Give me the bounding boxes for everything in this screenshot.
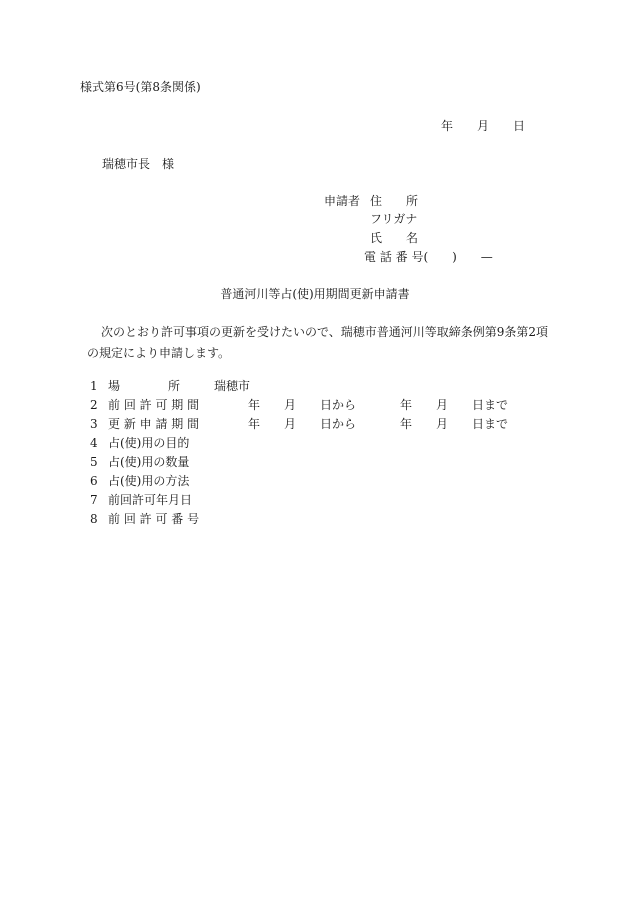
item-number: 5 xyxy=(90,455,98,469)
document-title: 普通河川等占(使)用期間更新申請書 xyxy=(220,287,410,301)
period-to-year: 年 xyxy=(400,398,413,412)
item-label: 場 所 xyxy=(108,379,181,393)
applicant-address-label: 住 所 xyxy=(370,194,419,208)
item-number: 2 xyxy=(90,398,98,412)
date-day-label: 日 xyxy=(513,119,526,133)
period-from-month: 月 xyxy=(284,398,297,412)
applicant-label: 申請者 xyxy=(324,194,361,208)
period-to-month: 月 xyxy=(436,417,449,431)
item-number: 6 xyxy=(90,474,98,488)
item-label: 前回許可年月日 xyxy=(108,493,193,507)
body-text: 次のとおり許可事項の更新を受けたいので、瑞穂市普通河川等取締条例第9条第2項の規定により申請します。 xyxy=(87,325,549,360)
period-to-month: 月 xyxy=(436,398,449,412)
item-number: 8 xyxy=(90,512,98,526)
period-to-year: 年 xyxy=(400,417,413,431)
period-from-year: 年 xyxy=(248,417,261,431)
item-value-city: 瑞穂市 xyxy=(214,379,251,393)
item-number: 4 xyxy=(90,436,98,450)
item-label: 更 新 申 請 期 間 xyxy=(108,417,200,431)
item-label: 占(使)用の方法 xyxy=(108,474,190,488)
period-from-day: 日から xyxy=(320,398,357,412)
item-label: 前 回 許 可 期 間 xyxy=(108,398,200,412)
item-number: 1 xyxy=(90,379,98,393)
applicant-phone-label: 電 話 番 号( ) — xyxy=(364,250,493,264)
item-label: 前 回 許 可 番 号 xyxy=(108,512,200,526)
date-month-label: 月 xyxy=(477,119,490,133)
item-label: 占(使)用の数量 xyxy=(108,455,190,469)
applicant-furigana-label: フリガナ xyxy=(370,212,418,226)
period-from-day: 日から xyxy=(320,417,357,431)
item-label: 占(使)用の目的 xyxy=(108,436,190,450)
item-number: 7 xyxy=(90,493,98,507)
period-to-day: 日まで xyxy=(472,417,509,431)
form-number: 様式第6号(第8条関係) xyxy=(80,80,201,94)
addressee: 瑞穂市長 様 xyxy=(102,157,175,171)
period-from-month: 月 xyxy=(284,417,297,431)
item-number: 3 xyxy=(90,417,98,431)
period-to-day: 日まで xyxy=(472,398,509,412)
date-year-label: 年 xyxy=(441,119,454,133)
period-from-year: 年 xyxy=(248,398,261,412)
applicant-name-label: 氏 名 xyxy=(370,231,419,245)
